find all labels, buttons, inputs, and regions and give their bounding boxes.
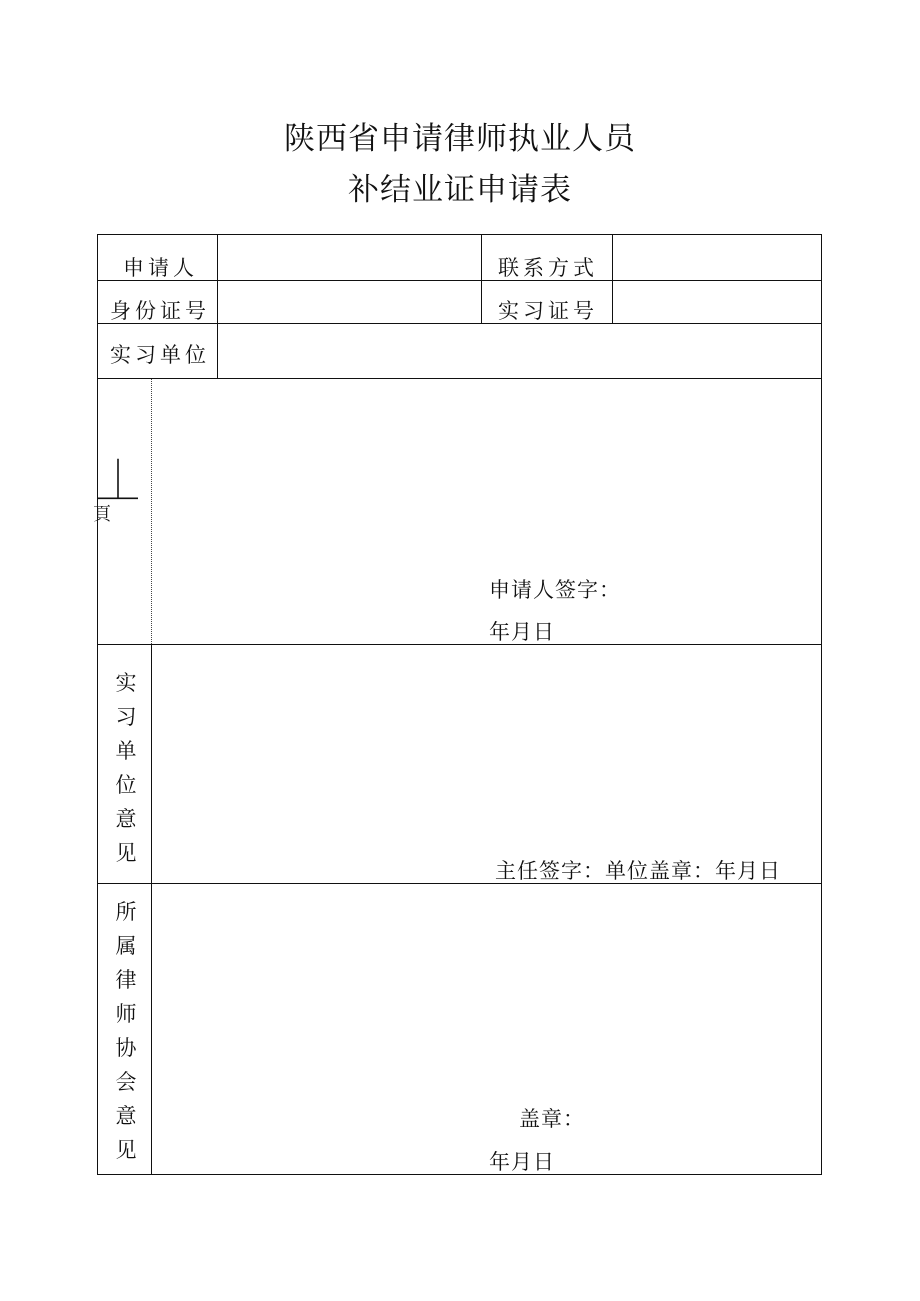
table-border-bottom [97,1174,822,1175]
applicant-label: 申请人 [123,256,198,280]
bar-date-label: 年月日 [489,1150,555,1174]
table-border-right [821,234,822,1175]
truncated-label-glyph: ⏊ [98,458,138,504]
contact-label: 联系方式 [498,256,598,280]
form-title-line2: 补结业证申请表 [348,172,572,208]
unit-signature-line: 主任签字：单位盖章：年月日 [495,859,781,883]
applicant-date-label: 年月日 [489,620,555,644]
applicant-field[interactable] [218,235,481,280]
unit-opinion-area[interactable] [152,645,821,883]
intern-cert-field[interactable] [613,281,821,323]
id-number-field[interactable] [218,281,481,323]
intern-unit-label: 实习单位 [110,343,210,367]
contact-field[interactable] [613,235,821,280]
application-form-table [93,234,822,1175]
truncated-label-fragment: 頁 [93,504,111,525]
bar-seal-label: 盖章： [519,1107,585,1131]
form-title-line1: 陕西省申请律师执业人员 [284,121,636,157]
col-divider-mid [481,234,482,324]
unit-opinion-label: 实习单位意见 [115,671,137,865]
id-number-label: 身份证号 [110,299,210,323]
table-border-left [97,234,98,1175]
bar-opinion-label: 所属律师协会意见 [115,900,137,1162]
applicant-signature-label: 申请人签字： [489,578,621,602]
bar-opinion-area[interactable] [152,884,821,1174]
intern-cert-label: 实习证号 [498,299,598,323]
applicant-statement-area[interactable] [152,379,821,644]
intern-unit-field[interactable] [218,324,821,378]
